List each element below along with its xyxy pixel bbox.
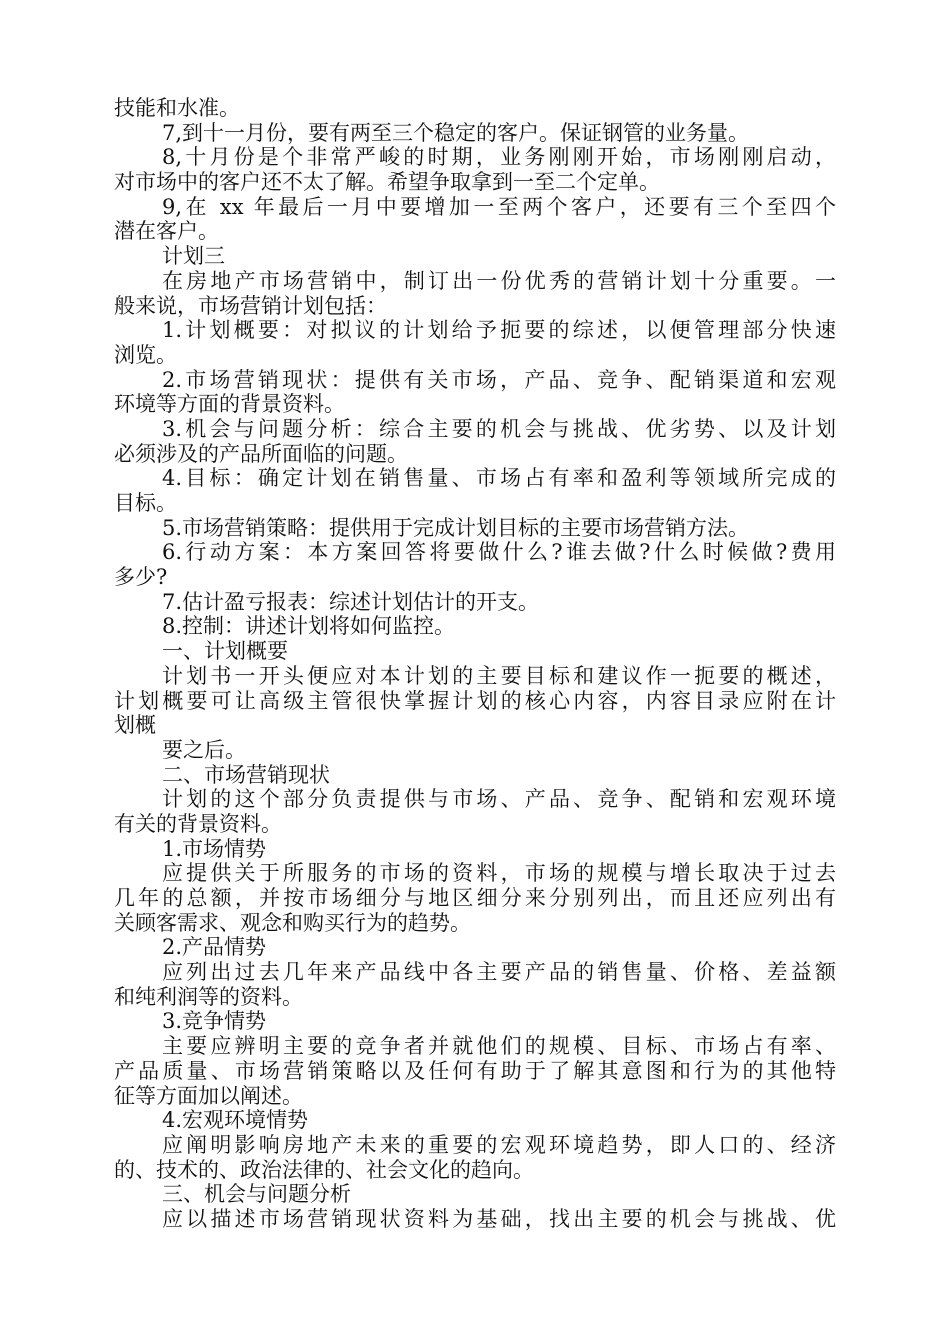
text-line: 6.行动方案：本方案回答将要做什么?谁去做?什么时候做?费用: [162, 540, 836, 565]
text-line: 计划三: [162, 244, 225, 269]
text-line: 3.竞争情势: [162, 1009, 267, 1034]
text-line: 9,在 xx 年最后一月中要增加一至两个客户，还要有三个至四个: [162, 194, 836, 219]
text-line: 有关的背景资料。: [114, 811, 282, 836]
text-line: 5.市场营销策略：提供用于完成计划目标的主要市场营销方法。: [162, 515, 750, 540]
text-line: 要之后。: [162, 737, 246, 762]
text-line: 一、计划概要: [162, 639, 288, 664]
text-line: 8.控制：讲述计划将如何监控。: [162, 614, 456, 639]
text-line: 多少?: [114, 565, 168, 590]
text-line: 2.产品情势: [162, 935, 267, 960]
text-line: 几年的总额，并按市场细分与地区细分来分别列出，而且还应列出有: [114, 886, 836, 910]
text-line: 的、技术的、政治法律的、社会文化的趋向。: [114, 1157, 534, 1182]
text-line: 浏览。: [114, 342, 177, 367]
text-line: 二、市场营销现状: [162, 762, 330, 787]
text-line: 潜在客户。: [114, 219, 219, 244]
text-line: 7.估计盈亏报表：综述计划估计的开支。: [162, 589, 540, 614]
text-line: 4.宏观环境情势: [162, 1108, 309, 1133]
text-line: 4.目标：确定计划在销售量、市场占有率和盈利等领域所完成的: [162, 466, 836, 491]
text-line: 技能和水准。: [114, 96, 240, 120]
text-line: 在房地产市场营销中，制订出一份优秀的营销计划十分重要。一: [162, 268, 836, 293]
text-line: 三、机会与问题分析: [162, 1182, 351, 1207]
text-line: 划概: [114, 713, 156, 738]
text-line: 2.市场营销现状：提供有关市场，产品、竞争、配销渠道和宏观: [162, 367, 836, 392]
text-line: 征等方面加以阐述。: [114, 1083, 303, 1108]
text-line: 应阐明影响房地产未来的重要的宏观环境趋势，即人口的、经济: [162, 1132, 836, 1157]
text-line: 7,到十一月份，要有两至三个稳定的客户。保证钢管的业务量。: [162, 120, 750, 145]
text-line: 计划书一开头便应对本计划的主要目标和建议作一扼要的概述，: [162, 663, 836, 688]
text-line: 应提供关于所服务的市场的资料，市场的规模与增长取决于过去: [162, 861, 836, 886]
text-line: 主要应辨明主要的竞争者并就他们的规模、目标、市场占有率、: [162, 1034, 836, 1059]
text-line: 必须涉及的产品所面临的问题。: [114, 441, 408, 466]
text-line: 产品质量、市场营销策略以及任何有助于了解其意图和行为的其他特: [114, 1058, 836, 1083]
text-line: 般来说，市场营销计划包括：: [114, 293, 387, 318]
text-line: 和纯利润等的资料。: [114, 984, 303, 1009]
text-line: 8,十月份是个非常严峻的时期，业务刚刚开始，市场刚刚启动，: [162, 145, 836, 170]
text-line: 关顾客需求、观念和购买行为的趋势。: [114, 910, 471, 935]
text-line: 应列出过去几年来产品线中各主要产品的销售量、价格、差益额: [162, 960, 836, 985]
text-line: 目标。: [114, 491, 177, 515]
text-line: 应以描述市场营销现状资料为基础，找出主要的机会与挑战、优: [162, 1206, 836, 1231]
text-line: 计划概要可让高级主管很快掌握计划的核心内容，内容目录应附在计: [114, 688, 836, 713]
text-line: 1.市场情势: [162, 836, 267, 861]
text-line: 对市场中的客户还不太了解。希望争取拿到一至二个定单。: [114, 170, 660, 195]
document-body: [114, 96, 836, 1232]
text-line: 3.机会与问题分析：综合主要的机会与挑战、优劣势、以及计划: [162, 416, 836, 441]
text-line: 环境等方面的背景资料。: [114, 392, 345, 417]
text-line: 1.计划概要：对拟议的计划给予扼要的综述，以便管理部分快速: [162, 318, 836, 343]
text-line: 计划的这个部分负责提供与市场、产品、竞争、配销和宏观环境: [162, 787, 836, 812]
